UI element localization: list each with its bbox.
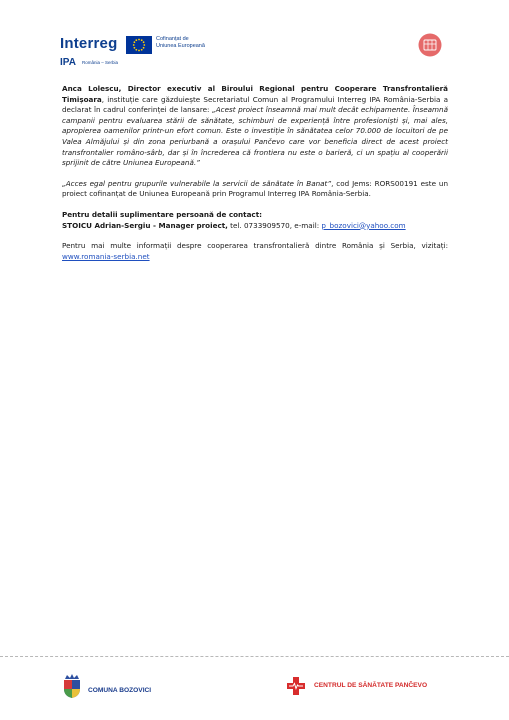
speaker-name: Anca Lolescu, Director executiv al Biroului Regional pentru Cooperare Transfrontalieră Timișoara: [62, 84, 448, 104]
ipa-subtitle: România – Serbia: [82, 60, 119, 65]
interreg-logo: [60, 35, 230, 75]
project-title: „Acces egal pentru grupurile vulnerabile la servicii de sănătate în Banat”: [62, 178, 332, 188]
contact-email-link[interactable]: p_bozovici@yahoo.com: [321, 220, 406, 230]
paragraph-more-info: [62, 241, 448, 262]
footer-divider: [0, 656, 509, 657]
interreg-wordmark: Interreg: [60, 35, 118, 52]
paragraph-project: [62, 179, 448, 200]
eu-cofinanced-text: [156, 36, 205, 50]
bozovici-label: COMUNA BOZOVICI: [88, 687, 152, 694]
medical-cross-icon: [286, 676, 306, 696]
project-description: , cod Jems: RORS00191 este un proiect cofinanțat de Uniunea Europeană prin Programul Interreg IPA România-Serbia.: [62, 178, 448, 199]
pancevo-label: CENTRUL DE SĂNĂTATE PANČEVO: [314, 682, 428, 689]
eu-line-1: Cofinanțat de: [156, 36, 189, 42]
eu-line-2: Uniunea Europeană: [156, 43, 205, 49]
contact-name: STOICU Adrian-Sergiu - Manager proiect,: [62, 220, 228, 230]
paragraph-statement: [62, 84, 448, 169]
contact-heading: Pentru detalii suplimentare persoană de contact:: [62, 209, 263, 219]
contact-block: [62, 210, 448, 231]
document-body: [62, 84, 448, 262]
more-info-text: Pentru mai multe informații despre cooperarea transfrontalieră dintre România și Serbia, vizitați:: [62, 241, 448, 251]
eu-flag-icon: [126, 36, 152, 54]
bozovici-crest-icon: [62, 673, 82, 699]
website-link[interactable]: www.romania-serbia.net: [62, 251, 150, 261]
statement-intro: , instituție care găzduiește Secretariatul Comun al Programului Interreg IPA România-Serbia a declarat în cadrul conferinței de lansare:: [62, 94, 448, 115]
contact-phone: tel. 0733909570, e-mail:: [227, 220, 322, 230]
statement-quote: „Acest proiect înseamnă mai mult decât echipamente. Înseamnă campanii pentru evaluarea stării de sănătate, schimburi de experiență între profesioniști și, mai ales, apropierea oamenilor printr-un efort comun. Este o investiție în sănătatea celor 70.000 de locuitori de pe Valea Almăjului și din zona periurbană a orașului Pančevo care vor beneficia direct de acest proiect transfrontalier româno-sârb, dar și în încrederea că frontiera nu este o barieră, ci un spațiu al cooperării sprijinit de către Uniunea Europeană.”: [62, 105, 448, 168]
ipa-wordmark: IPA: [60, 57, 76, 68]
health-center-round-logo: [418, 33, 442, 57]
